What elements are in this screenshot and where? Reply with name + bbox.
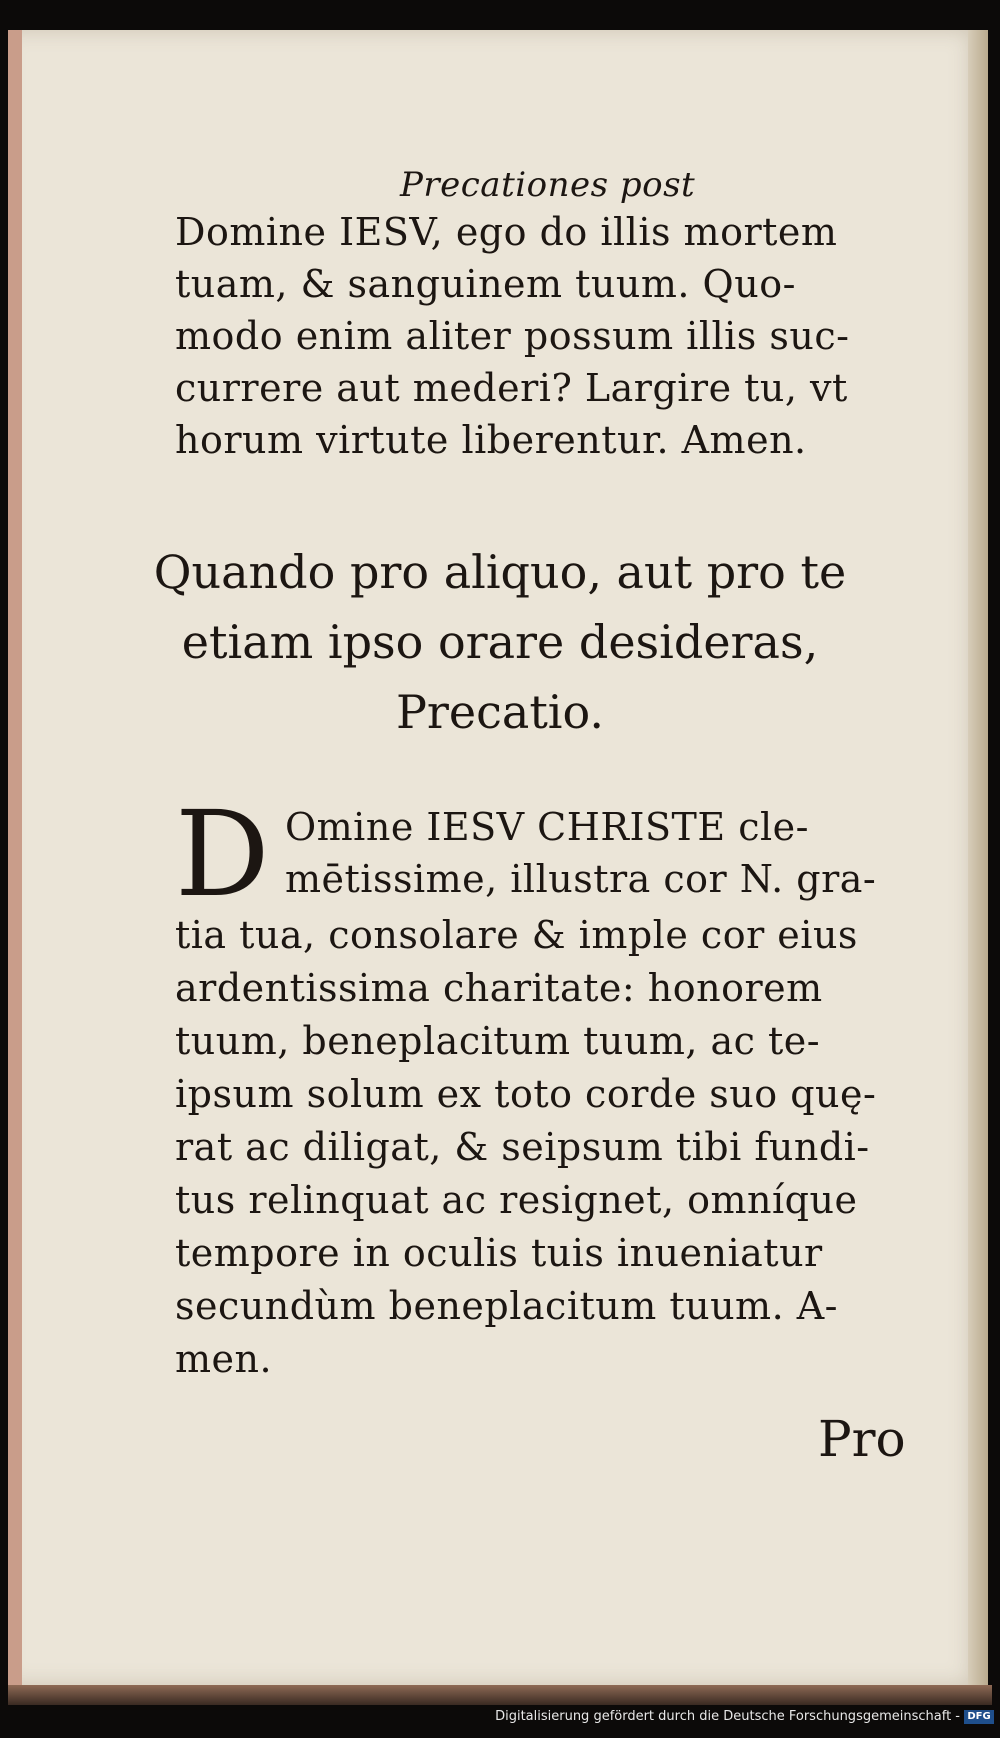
text-line: ardentissima charitate: honorem (175, 966, 823, 1010)
running-header: Precationes post (400, 165, 696, 205)
text-line: tus relinquat ac resignet, omníque (175, 1178, 858, 1222)
text-line: ipsum solum ex toto corde suo quę- (175, 1072, 877, 1116)
drop-cap: D (175, 785, 270, 923)
text-line: mētissime, illustra cor N. gra- (285, 857, 877, 901)
text-line: secundùm beneplacitum tuum. A- (175, 1284, 839, 1328)
text-line: men. (175, 1337, 273, 1381)
section-title: etiam ipso orare desideras, (181, 615, 819, 669)
section-title: Precatio. (395, 685, 605, 739)
text-line: rat ac diligat, & seipsum tibi fundi- (175, 1125, 870, 1169)
text-line: tuum, beneplacitum tuum, ac te- (175, 1019, 821, 1063)
book-bottom-edge (8, 1685, 992, 1705)
funding-credit: Digitalisierung gefördert durch die Deutsche Forschungsgemeinschaft - (495, 1709, 960, 1724)
text-line: horum virtute liberentur. Amen. (175, 418, 807, 462)
text-line: modo enim aliter possum illis suc- (175, 314, 850, 358)
page-edge (968, 30, 988, 1685)
text-line: Domine IESV, ego do illis mortem (175, 210, 838, 254)
section-title: Quando pro aliquo, aut pro te (153, 545, 847, 599)
text-line: tuam, & sanguinem tuum. Quo- (175, 262, 796, 306)
catchword: Pro (818, 1410, 906, 1468)
text-line: tia tua, consolare & imple cor eius (175, 913, 858, 957)
dfg-logo: DFG (964, 1710, 994, 1724)
text-line: Omine IESV CHRISTE cle- (285, 805, 809, 849)
text-line: currere aut mederi? Largire tu, vt (175, 366, 848, 410)
text-line: tempore in oculis tuis inueniatur (175, 1231, 823, 1275)
